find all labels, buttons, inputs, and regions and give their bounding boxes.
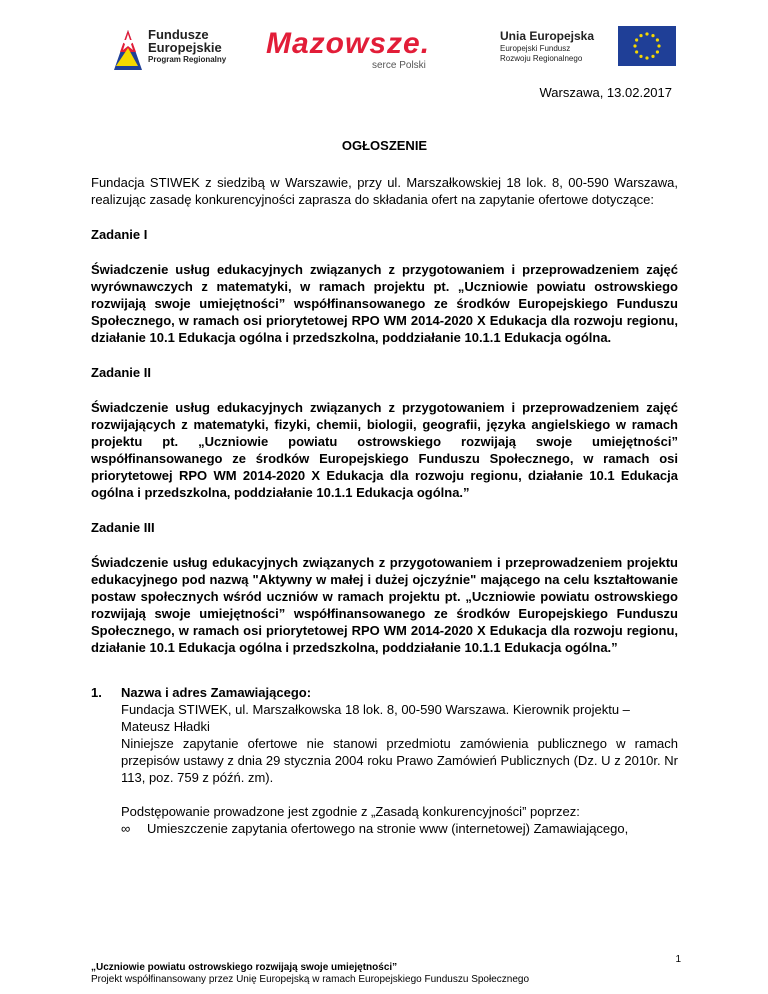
mazowsze-subtitle: serce Polski <box>372 60 426 71</box>
fe-line2: Europejskie <box>148 40 222 55</box>
section-1-line1: Fundacja STIWEK, ul. Marszałkowska 18 lok. 8, 00-590 Warszawa. Kierownik projektu – Mateusz Hładki <box>121 702 630 734</box>
page-number: 1 <box>675 954 681 965</box>
ue-line1: Europejski Fundusz <box>500 44 571 53</box>
fundusze-europejskie-logo <box>112 26 242 76</box>
ue-line2: Rozwoju Regionalnego <box>500 54 583 63</box>
intro-paragraph: Fundacja STIWEK z siedzibą w Warszawie, przy ul. Marszałkowskiej 18 lok. 8, 00-590 Warszawa, realizując zasadę konkurencyjności zaprasza do składania ofert na zapytanie ofertowe dotyczące: <box>91 175 678 207</box>
header-logos <box>112 22 682 78</box>
fe-line3: Program Regionalny <box>148 55 227 64</box>
section-1-line2: Niniejsze zapytanie ofertowe nie stanowi przedmiotu zamówienia publicznego w ramach przepisów ustawy z dnia 29 stycznia 2004 roku Prawo Zamówień Publicznych (Dz. U z 2010r. Nr 113, poz. 759 z późń. zm). <box>121 736 678 785</box>
eu-flag-icon <box>618 26 676 66</box>
section-1-number: 1. <box>91 685 102 700</box>
task-2-body: Świadczenie usług edukacyjnych związanych z przygotowaniem i przeprowadzeniem zajęć rozwijających z matematyki, fizyki, chemii, biologii, geografii, języka angielskiego w ramach projektu pt. „Uczniowie powiatu ostrowskiego rozwijają swoje umiejętności” współfinansowanego ze środków Europejskiego Funduszu Społecznego, w ramach osi priorytetowej RPO WM 2014-2020 X Edukacja dla rozwoju regionu, działanie 10.1 Edukacja ogólna i przedszkolna, poddziałanie 10.1.1 Edukacja ogólna.” <box>91 400 678 500</box>
section-1 <box>91 684 678 837</box>
task-3-body: Świadczenie usług edukacyjnych związanych z przygotowaniem i przeprowadzeniem projektu edukacyjnego pod nazwą "Aktywny w małej i dużej ojczyźnie" mającego na celu kształtowanie postaw społecznych wśród uczniów w ramach projektu pt. „Uczniowie powiatu ostrowskiego rozwijają swoje umiejętności” współfinansowanego ze środków Europejskiego Funduszu Społecznego, w ramach osi priorytetowej RPO WM 2014-2020 X Edukacja dla rozwoju regionu, działanie 10.1 Edukacja ogólna i przedszkolna, poddziałanie 10.1.1 Edukacja ogólna.” <box>91 555 678 655</box>
footer-cofinancing: Projekt współfinansowany przez Unię Europejską w ramach Europejskiego Funduszu Społecznego <box>91 974 530 985</box>
mazowsze-wordmark: Mazowsze. <box>266 27 431 60</box>
fe-line1: Fundusze <box>148 27 209 42</box>
section-1-line3: Podstępowanie prowadzone jest zgodnie z „Zasadą konkurencyjności” poprzez: <box>121 804 580 819</box>
fe-star-icon <box>112 26 144 72</box>
task-1-body: Świadczenie usług edukacyjnych związanych z przygotowaniem i przeprowadzeniem zajęć wyrównawczych z matematyki, w ramach projektu pt. „Uczniowie powiatu ostrowskiego rozwijają swoje umiejętności” współfinansowanego ze środków Europejskiego Funduszu Społecznego, w ramach osi priorytetowej RPO WM 2014-2020 X Edukacja dla rozwoju regionu, działanie 10.1 Edukacja ogólna i przedszkolna, poddziałanie 10.1.1 Edukacja ogólna. <box>91 262 678 345</box>
section-1-title: Nazwa i adres Zamawiającego: <box>121 685 312 700</box>
mazowsze-logo <box>266 28 466 74</box>
footer-project-name: „Uczniowie powiatu ostrowskiego rozwijają swoje umiejętności” <box>91 962 398 973</box>
ue-title: Unia Europejska <box>500 29 595 43</box>
task-2-heading: Zadanie II <box>91 365 151 380</box>
unia-europejska-logo <box>500 26 682 76</box>
section-1-bullet-1 <box>121 820 678 837</box>
bullet-infinity-icon: ∞ <box>121 821 131 836</box>
page-footer <box>91 954 681 986</box>
document-title: OGŁOSZENIE <box>341 138 428 153</box>
task-3-heading: Zadanie III <box>91 520 155 535</box>
section-1-bullet-1-text: Umieszczenie zapytania ofertowego na stronie www (internetowej) Zamawiającego, <box>147 821 629 836</box>
document-date: Warszawa, 13.02.2017 <box>539 85 672 100</box>
document-body <box>91 127 678 837</box>
task-1-heading: Zadanie I <box>91 227 148 242</box>
